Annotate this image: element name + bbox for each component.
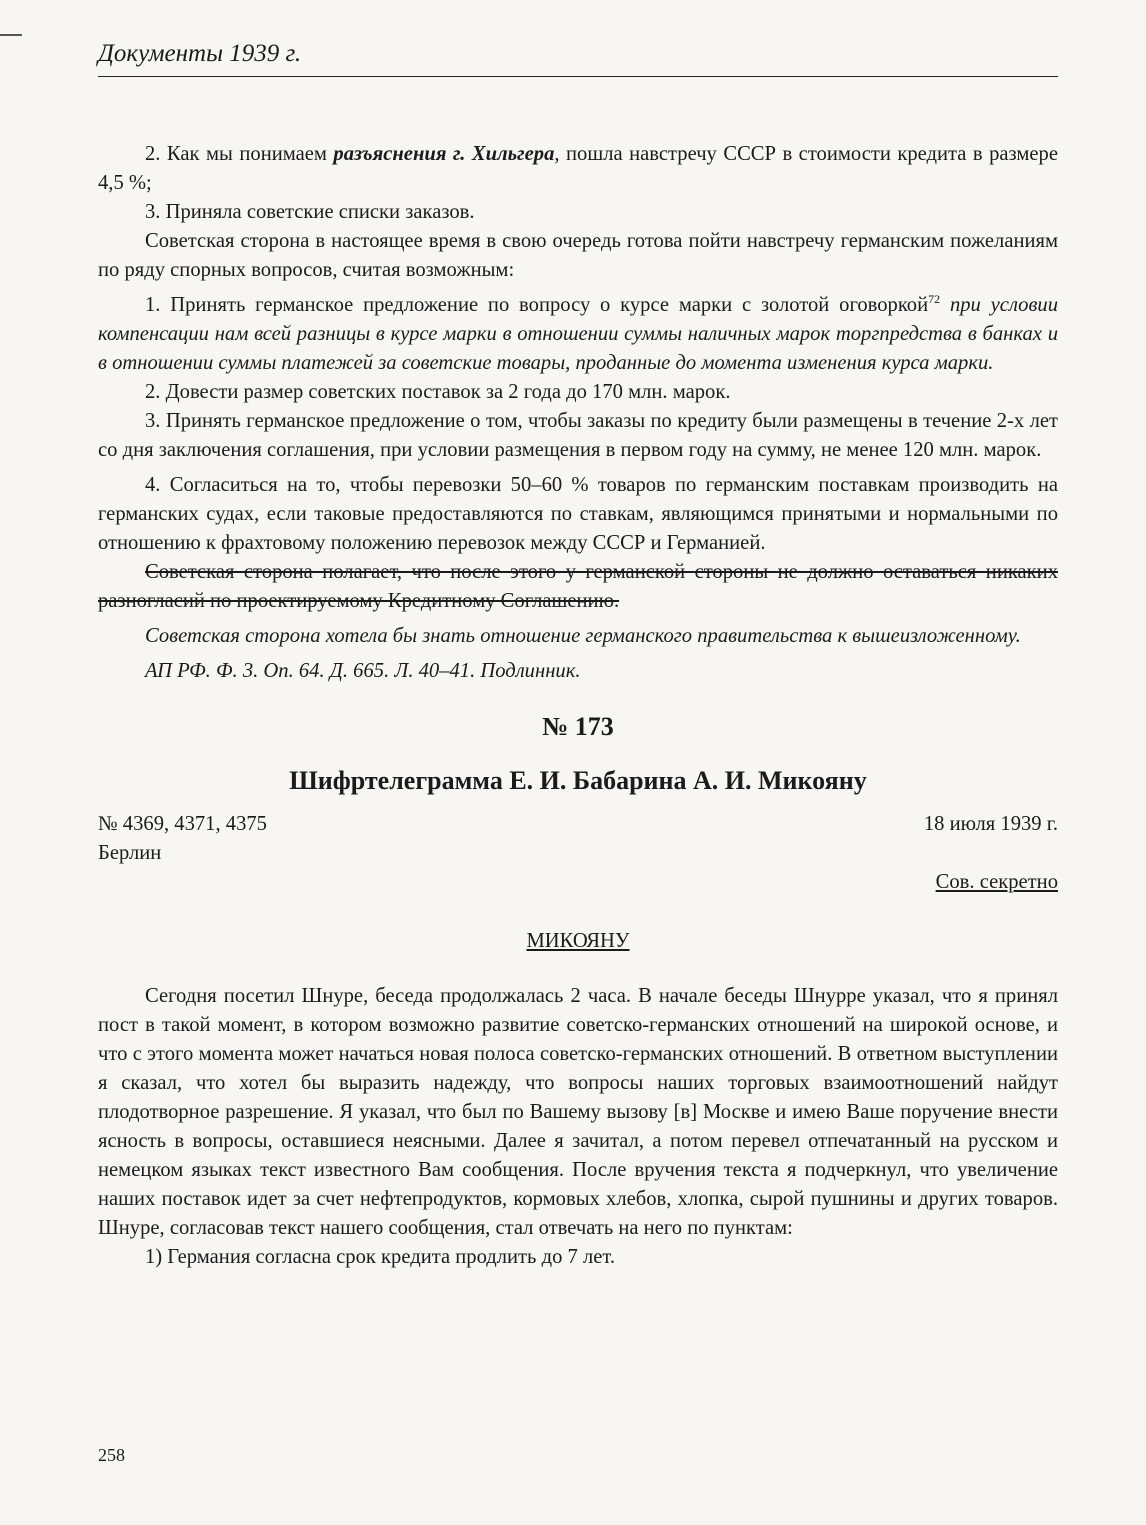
scan-edge-mark <box>0 34 22 36</box>
paragraph: 1) Германия согласна срок кредита продлить до 7 лет. <box>145 1245 615 1268</box>
italic-text: при условии компенсации нам всей разницы в курсе марки в отношении суммы наличных марок торгпредства в банках и в отношении суммы платежей за советские товары, проданные до момента изменения курса марки. <box>98 293 1059 374</box>
italic-paragraph: Советская сторона хотела бы знать отношение германского правительства к вышеизложенному. <box>145 624 1021 647</box>
document-date: 18 июля 1939 г. <box>923 812 1058 835</box>
page-body <box>98 140 1058 1272</box>
classification-line <box>98 868 1058 897</box>
paragraph: 4. Согласиться на то, чтобы перевозки 50–60 % товаров по германским поставкам производить на германских судах, если таковые предоставляются по ставкам, являющимся принятыми и нормальными по отношению к фрахтовому положению перевозок между СССР и Германией. <box>98 473 1058 554</box>
document-number: № 173 <box>542 711 614 741</box>
telegram-meta-row <box>98 810 1058 839</box>
classification: Сов. секретно <box>935 870 1058 893</box>
paragraph: 3. Приняла советские списки заказов. <box>145 201 475 223</box>
paragraph: 3. Принять германское предложение о том, чтобы заказы по кредиту были размещены в течение 2-х лет со дня заключения соглашения, при условии размещения в первом году на сумму, не менее 120 млн. марок. <box>98 409 1058 461</box>
running-header-title: Документы 1939 г. <box>98 40 302 67</box>
paragraph <box>98 140 1058 198</box>
telegram-numbers: № 4369, 4371, 4375 <box>98 812 267 835</box>
text-run: 1. Принять германское предложение по вопросу о курсе марки с золотой оговоркой <box>145 293 929 316</box>
paragraph <box>98 285 1058 378</box>
text-run: 2. Как мы понимаем <box>145 143 334 165</box>
paragraph: Сегодня посетил Шнуре, беседа продолжалась 2 часа. В начале беседы Шнурре указал, что я принял пост в такой момент, в котором возможно развитие советско-германских отношений на широкой основе, и что с этого момента может начаться новая полоса советско-германских отношений. В ответном выступлении я сказал, что хотел бы выразить надежду, что вопросы наших торговых взаимоотношений найдут плодотворное разрешение. Я указал, что был по Вашему вызову [в] Москве и имею Ваше поручение внести ясность в вопросы, оставшиеся неясными. Далее я зачитал, а потом перевел отпечатанный на русском и немецком языках текст известного Вам сообщения. После вручения текста я подчеркнул, что увеличение наших поставок идет за счет нефтепродуктов, кормовых хлебов, хлопка, сырой пушнины и других товаров. Шнуре, согласовав текст нашего сообщения, стал отвечать на него по пунктам: <box>98 984 1058 1239</box>
struck-paragraph: Советская сторона полагает, что после этого у германской стороны не должно оставаться никаких разногласий по проектируемому Кредитному Соглашению. <box>98 560 1058 612</box>
archive-reference: АП РФ. Ф. 3. Оп. 64. Д. 665. Л. 40–41. Подлинник. <box>145 659 581 682</box>
place: Берлин <box>98 841 162 864</box>
running-header <box>98 40 1058 77</box>
text-run: , пошла навстречу СССР в стоимости кредита в размере 4,5 %; <box>98 143 1058 194</box>
addressee-line <box>98 927 1058 956</box>
paragraph: 2. Довести размер советских поставок за 2 года до 170 млн. марок. <box>145 380 731 403</box>
document-title: Шифртелеграмма Е. И. Бабарина А. И. Микояну <box>289 765 867 795</box>
paragraph: Советская сторона в настоящее время в свою очередь готова пойти навстречу германским пожеланиям по ряду спорных вопросов, считая возможным: <box>98 230 1058 281</box>
page-number: 258 <box>98 1445 125 1465</box>
emphasized-text: разъяснения г. Хильгера <box>333 143 555 165</box>
addressee: МИКОЯНУ <box>526 929 630 952</box>
footnote-ref: 72 <box>928 292 941 306</box>
